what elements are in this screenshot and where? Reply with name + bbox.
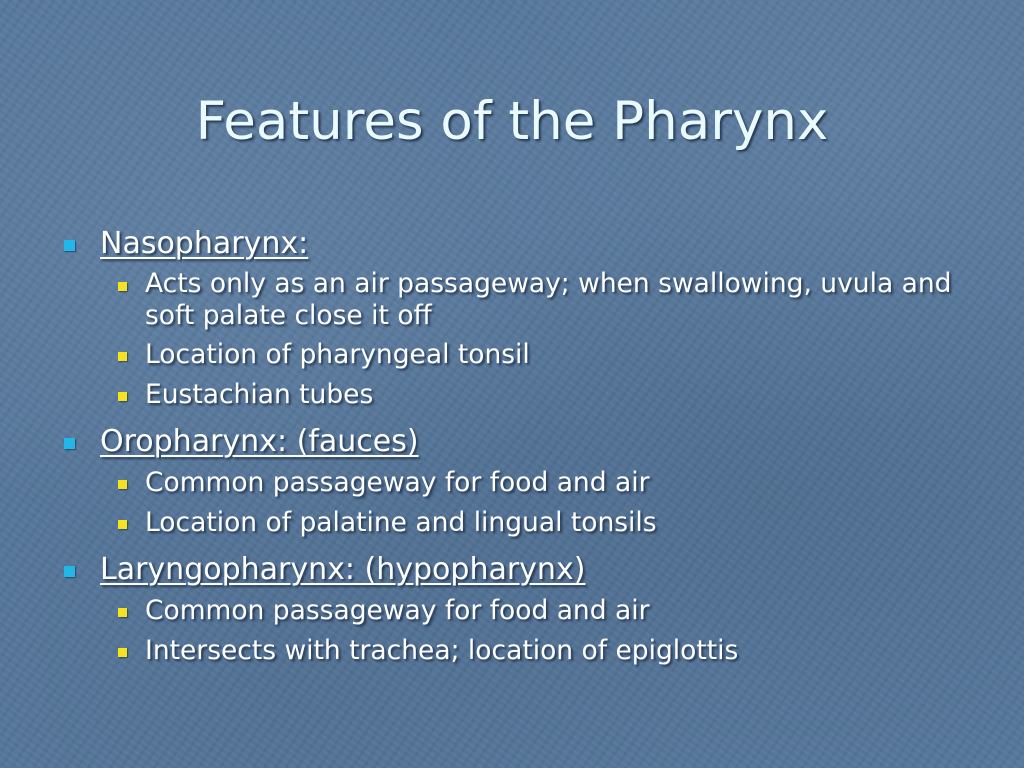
- bullet-item-oropharynx: [62, 418, 962, 466]
- sub-bullet-text: Common passageway for food and air: [145, 467, 650, 498]
- square-bullet-icon: [118, 648, 127, 657]
- sub-list: [62, 466, 962, 540]
- square-bullet-icon: [64, 438, 75, 449]
- sub-bullet-item: [110, 506, 962, 540]
- square-bullet-icon: [118, 282, 127, 291]
- section-oropharynx: [62, 418, 962, 540]
- square-bullet-icon: [118, 352, 127, 361]
- square-bullet-icon: [118, 480, 127, 489]
- sub-bullet-text: Intersects with trachea; location of epiglottis: [145, 635, 739, 666]
- square-bullet-icon: [118, 392, 127, 401]
- sub-bullet-text: Location of pharyngeal tonsil: [145, 339, 530, 370]
- sub-bullet-item: [110, 594, 962, 628]
- bullet-item-laryngopharynx: [62, 546, 962, 594]
- slide-title: Features of the Pharynx: [195, 91, 829, 152]
- bullet-label: Laryngopharynx: (hypopharynx): [100, 552, 586, 587]
- square-bullet-icon: [118, 520, 127, 529]
- square-bullet-icon: [118, 608, 127, 617]
- sub-list: [62, 268, 962, 412]
- bullet-label: Oropharynx: (fauces): [100, 424, 419, 459]
- sub-list: [62, 594, 962, 668]
- sub-bullet-text: Common passageway for food and air: [145, 595, 650, 626]
- bullet-item-nasopharynx: [62, 220, 962, 268]
- sub-bullet-item: [110, 634, 962, 668]
- square-bullet-icon: [64, 240, 75, 251]
- sub-bullet-item: [110, 466, 962, 500]
- sub-bullet-text: Eustachian tubes: [145, 379, 374, 410]
- bullet-label: Nasopharynx:: [100, 226, 309, 261]
- sub-bullet-text: Acts only as an air passageway; when swallowing, uvula and soft palate close it off: [145, 268, 952, 331]
- sub-bullet-item: [110, 338, 962, 372]
- section-nasopharynx: [62, 220, 962, 412]
- bullet-list: [62, 220, 962, 674]
- sub-bullet-item: [110, 378, 962, 412]
- square-bullet-icon: [64, 566, 75, 577]
- sub-bullet-item: [110, 268, 962, 332]
- sub-bullet-text: Location of palatine and lingual tonsils: [145, 507, 657, 538]
- section-laryngopharynx: [62, 546, 962, 668]
